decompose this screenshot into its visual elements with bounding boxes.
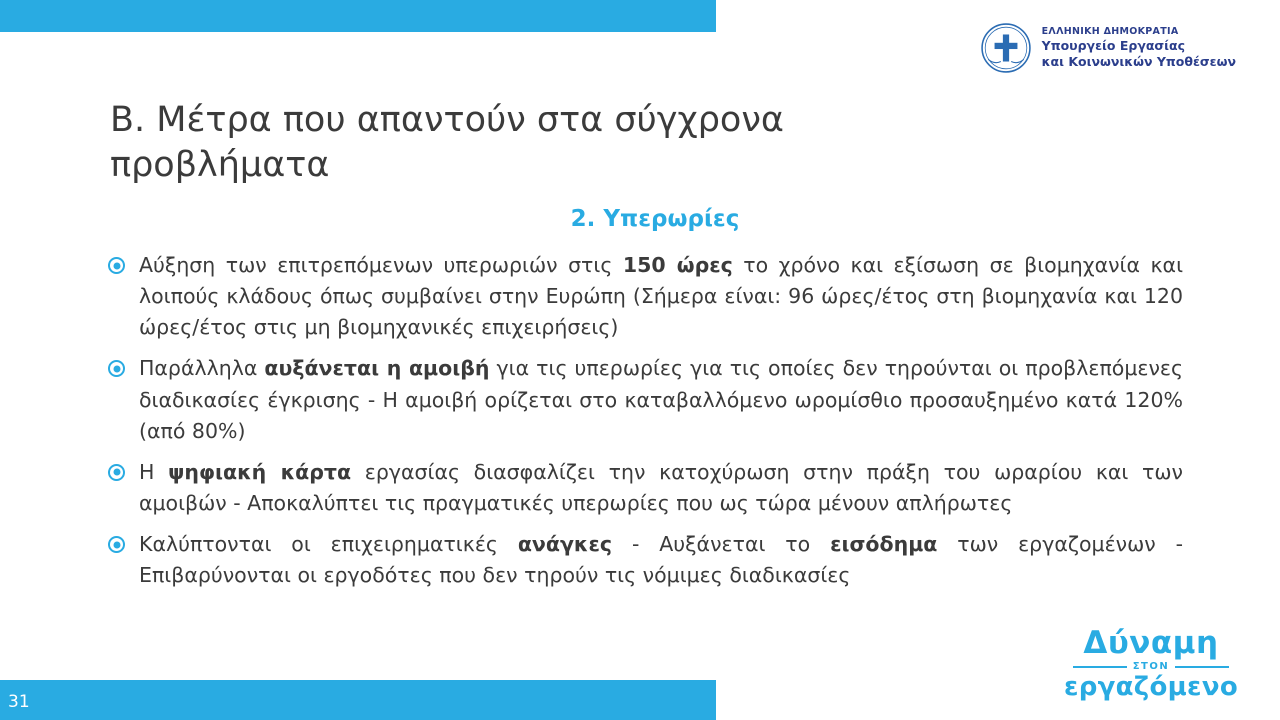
plain-text: Αύξηση των επιτρεπόμενων υπερωριών στις <box>139 253 623 277</box>
page-title: Β. Μέτρα που απαντούν στα σύγχρονα προβλήματα <box>110 100 784 185</box>
plain-text: το χρόνο και εξίσωση σε βιομηχανία και λοιπούς κλάδους όπως συμβαίνει στην Ευρώπη (Σήμερα είναι: 96 ώρες/έτος στη βιομηχανία και 120 ώρες/έτος στις μη βιομηχανικές επιχειρήσεις) <box>139 253 1184 340</box>
emphasis-text: αυξάνεται η αμοιβή <box>264 356 490 381</box>
emphasis-text: εισόδημα <box>830 532 938 557</box>
campaign-logo-middle-row <box>1064 662 1238 672</box>
list-item <box>108 529 1183 591</box>
section-subtitle: 2. Υπερωρίες <box>570 206 740 232</box>
emphasis-text: 150 ώρες <box>622 253 733 277</box>
decorative-bottom-bar <box>0 680 716 720</box>
bullet-point-icon <box>108 536 125 553</box>
decorative-top-bar <box>0 0 716 32</box>
plain-text: Η <box>139 459 169 484</box>
list-item-text <box>139 353 1183 446</box>
bullet-point-icon <box>108 360 125 377</box>
list-item-text <box>139 457 1183 519</box>
campaign-logo <box>1063 625 1238 702</box>
ministry-line-1: ΕΛΛΗΝΙΚΗ ΔΗΜΟΚΡΑΤΙΑ <box>1041 26 1179 38</box>
ministry-line-2: Υπουργείο Εργασίας <box>1041 38 1186 54</box>
ministry-line-3: και Κοινωνικών Υποθέσεων <box>1041 53 1236 69</box>
bullet-point-icon <box>108 257 125 274</box>
plain-text: των εργαζομένων - Επιβαρύνονται οι εργοδότες που δεν τηρούν τις νόμιμες διαδικασίες <box>139 532 1184 588</box>
plain-text: εργασίας διασφαλίζει την κατοχύρωση στην πράξη του ωραρίου και των αμοιβών - Αποκαλύπτει τις πραγματικές υπερωρίες που ως τώρα μένουν απλήρωτες <box>139 459 1184 516</box>
ministry-lockup <box>980 22 1236 74</box>
campaign-logo-middle: ΣΤΟΝ <box>1132 661 1170 672</box>
list-item <box>108 457 1183 519</box>
list-item-text <box>139 250 1183 343</box>
ministry-text <box>1042 26 1236 69</box>
hellenic-republic-emblem-icon <box>980 22 1032 74</box>
plain-text: - Αυξάνεται το <box>612 532 831 557</box>
list-item-text <box>139 529 1183 591</box>
campaign-logo-top: Δύναμη <box>1083 625 1219 661</box>
plain-text: Παράλληλα <box>139 356 265 381</box>
page-number: 31 <box>8 692 30 712</box>
campaign-logo-bottom: εργαζόμενο <box>1063 672 1238 702</box>
bullet-point-icon <box>108 464 125 481</box>
emphasis-text: ανάγκες <box>517 532 613 557</box>
emphasis-text: ψηφιακή κάρτα <box>168 459 352 484</box>
logo-rule-left <box>1073 666 1127 668</box>
list-item <box>108 250 1183 343</box>
list-item <box>108 353 1183 446</box>
logo-rule-right <box>1175 666 1229 668</box>
bullet-list <box>108 250 1183 602</box>
plain-text: Καλύπτονται οι επιχειρηματικές <box>139 532 518 557</box>
plain-text: για τις υπερωρίες για τις οποίες δεν τηρούνται οι προβλεπόμενες διαδικασίες έγκρισης - Η αμοιβή ορίζεται στο καταβαλλόμενο ωρομίσθιο προσαυξημένο κατά 120% (από 80%) <box>139 356 1184 443</box>
